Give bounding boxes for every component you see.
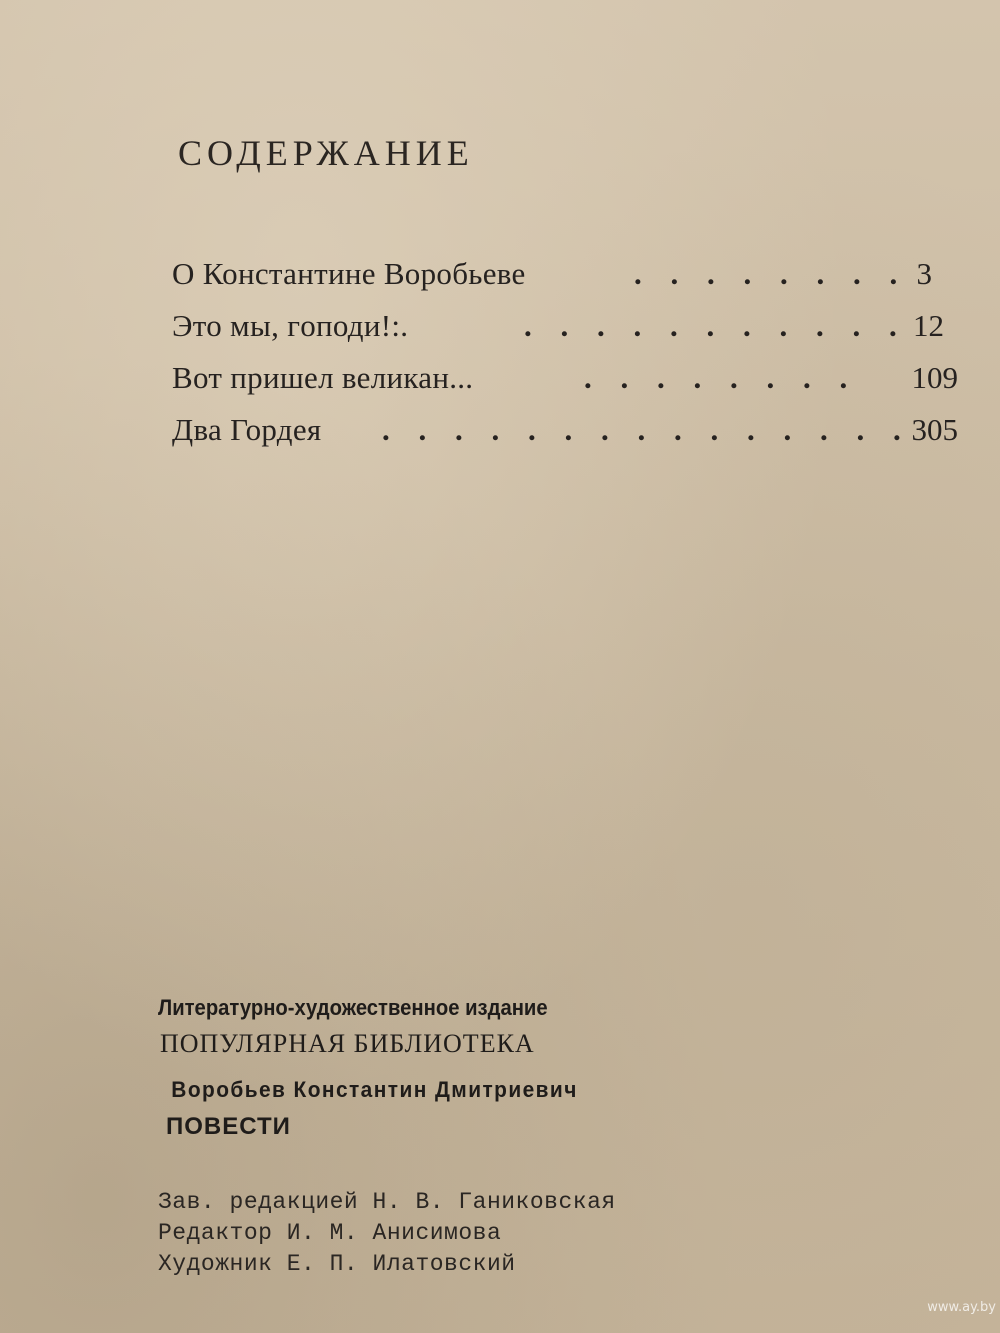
toc-entry-page: 109 (911, 360, 958, 395)
toc-entry-title: Два Гордея (172, 412, 322, 447)
toc-entry-leader: . . . . . . . . . . . (524, 308, 908, 343)
staff-line: Зав. редакцией Н. В. Ганиковская (158, 1189, 616, 1215)
toc-entry-leader: . . . . . . . . (634, 256, 908, 291)
toc-entry (172, 304, 962, 356)
edition-type: Литературно-художественное издание (158, 995, 548, 1020)
toc-entry-title: Вот пришел великан... (172, 360, 474, 395)
book-title: ПОВЕСТИ (166, 1113, 291, 1140)
toc-entry-title: Это мы, гoподи!:. (172, 308, 409, 343)
toc-entry-page: 305 (911, 412, 958, 447)
imprint-block (158, 995, 918, 1282)
series-name: ПОПУЛЯРНАЯ БИБЛИОТЕКА (160, 1029, 535, 1058)
toc-entry (172, 252, 962, 304)
toc-entry-title: О Константине Воробьеве (172, 256, 526, 291)
staff-line: Редактор И. М. Анисимова (158, 1220, 502, 1246)
toc-entry-leader: . . . . . . . . (584, 360, 858, 395)
contents-heading: СОДЕРЖАНИЕ (178, 133, 474, 173)
table-of-contents (172, 252, 962, 460)
toc-entry-page: 3 (916, 256, 932, 291)
toc-entry (172, 408, 962, 460)
site-watermark: www.ay.by (927, 1300, 996, 1315)
toc-entry-leader: . . . . . . . . . . . . . . . (382, 412, 912, 447)
author-name: Воробьев Константин Дмитриевич (171, 1077, 578, 1102)
staff-line: Художник Е. П. Илатовский (158, 1251, 516, 1277)
toc-entry (172, 356, 962, 408)
toc-entry-page: 12 (913, 308, 944, 343)
